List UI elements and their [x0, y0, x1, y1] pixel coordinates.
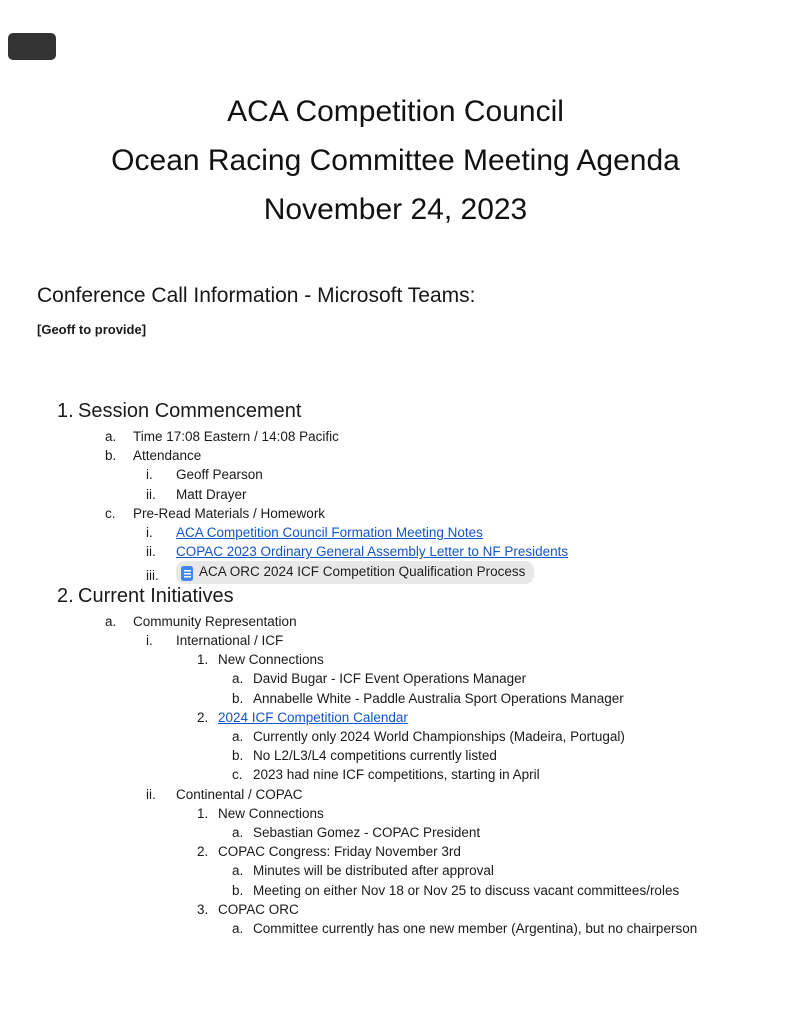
agenda-row	[0, 765, 791, 784]
list-marker: a.	[232, 920, 244, 936]
list-marker: 1.	[57, 400, 74, 422]
agenda-row	[0, 523, 791, 542]
list-marker: 2.	[57, 584, 74, 607]
agenda-row	[0, 669, 791, 688]
agenda-text: Continental / COPAC	[176, 786, 303, 802]
list-marker: 2.	[197, 844, 209, 860]
chip-title: ACA ORC 2024 ICF Competition Qualification Process	[199, 564, 526, 580]
list-marker: i.	[146, 632, 153, 648]
agenda-link[interactable]: ACA Competition Council Formation Meeting Notes	[176, 525, 483, 541]
agenda-row	[0, 485, 791, 504]
agenda-text: David Bugar - ICF Event Operations Manager	[253, 671, 527, 687]
agenda-row	[0, 650, 791, 669]
agenda-row	[0, 727, 791, 746]
agenda-heading: Session Commencement	[78, 400, 302, 422]
agenda-row	[0, 561, 791, 584]
list-marker: c.	[105, 505, 116, 521]
agenda-row	[0, 746, 791, 765]
agenda-section-row	[0, 585, 791, 607]
list-marker: a.	[105, 429, 117, 444]
list-marker: b.	[105, 448, 117, 464]
title-line-3: November 24, 2023	[263, 193, 528, 226]
list-marker: 3.	[197, 901, 209, 917]
agenda-text: Attendance	[133, 448, 202, 464]
title-line-1: ACA Competition Council	[227, 95, 564, 128]
list-marker: b.	[232, 882, 244, 898]
agenda-text: Minutes will be distributed after approval	[253, 863, 494, 879]
list-marker: a.	[232, 824, 244, 840]
agenda-row	[0, 504, 791, 523]
list-marker: a.	[232, 728, 244, 744]
agenda-text: No L2/L3/L4 competitions currently listed	[253, 748, 497, 764]
agenda-text: 2023 had nine ICF competitions, starting in April	[253, 767, 540, 783]
list-marker: ii.	[146, 486, 156, 502]
list-marker: iii.	[146, 567, 159, 583]
agenda-text: New Connections	[218, 652, 324, 668]
agenda-text: Time 17:08 Eastern / 14:08 Pacific	[133, 429, 339, 444]
title-line-2: Ocean Racing Committee Meeting Agenda	[111, 144, 680, 177]
agenda-row	[0, 842, 791, 861]
docs-chip[interactable]	[176, 561, 534, 583]
agenda-row	[0, 785, 791, 804]
agenda-row	[0, 465, 791, 484]
agenda-text: New Connections	[218, 805, 324, 821]
agenda-text: Currently only 2024 World Championships (Madeira, Portugal)	[253, 728, 625, 744]
agenda-text: Pre-Read Materials / Homework	[133, 505, 326, 521]
list-marker: a.	[232, 671, 244, 687]
agenda-row	[0, 708, 791, 727]
document-title	[0, 0, 791, 234]
list-marker: ii.	[146, 544, 156, 560]
list-marker: i.	[146, 467, 153, 483]
agenda-row	[0, 823, 791, 842]
agenda-row	[0, 612, 791, 631]
agenda-list	[0, 400, 791, 938]
list-marker: b.	[232, 748, 244, 764]
agenda-text: International / ICF	[176, 632, 284, 648]
list-marker: i.	[146, 525, 153, 541]
agenda-row	[0, 689, 791, 708]
agenda-text: Community Representation	[133, 613, 297, 629]
agenda-row	[0, 861, 791, 880]
call-info-note: [Geoff to provide]	[37, 322, 147, 337]
agenda-text: Matt Drayer	[176, 486, 247, 502]
list-marker: b.	[232, 690, 244, 706]
agenda-row	[0, 446, 791, 465]
agenda-text: Geoff Pearson	[176, 467, 263, 483]
list-marker: c.	[232, 767, 243, 783]
agenda-text: Committee currently has one new member (Argentina), but no chairperson	[253, 920, 698, 936]
list-marker: ii.	[146, 786, 156, 802]
agenda-heading: Current Initiatives	[78, 584, 234, 607]
agenda-row	[0, 631, 791, 650]
agenda-section-row	[0, 400, 791, 422]
list-marker: a.	[105, 613, 117, 629]
agenda-link[interactable]: 2024 ICF Competition Calendar	[218, 709, 408, 725]
list-marker: 1.	[197, 652, 209, 668]
conference-call-heading: Conference Call Information - Microsoft Teams:	[37, 284, 476, 307]
agenda-row	[0, 804, 791, 823]
agenda-text: COPAC Congress: Friday November 3rd	[218, 844, 461, 860]
agenda-row	[0, 542, 791, 561]
agenda-row	[0, 427, 791, 446]
list-marker: 2.	[197, 709, 209, 725]
agenda-row	[0, 900, 791, 919]
agenda-link[interactable]: COPAC 2023 Ordinary General Assembly Letter to NF Presidents	[176, 544, 569, 560]
docs-file-icon	[181, 566, 193, 581]
agenda-row	[0, 881, 791, 900]
agenda-text: Sebastian Gomez - COPAC President	[253, 824, 481, 840]
agenda-text: COPAC ORC	[218, 901, 299, 917]
redaction-box	[8, 33, 56, 60]
agenda-row	[0, 919, 791, 938]
agenda-text: Annabelle White - Paddle Australia Sport Operations Manager	[253, 690, 624, 706]
list-marker: a.	[232, 863, 244, 879]
agenda-text: Meeting on either Nov 18 or Nov 25 to discuss vacant committees/roles	[253, 882, 680, 898]
list-marker: 1.	[197, 805, 209, 821]
